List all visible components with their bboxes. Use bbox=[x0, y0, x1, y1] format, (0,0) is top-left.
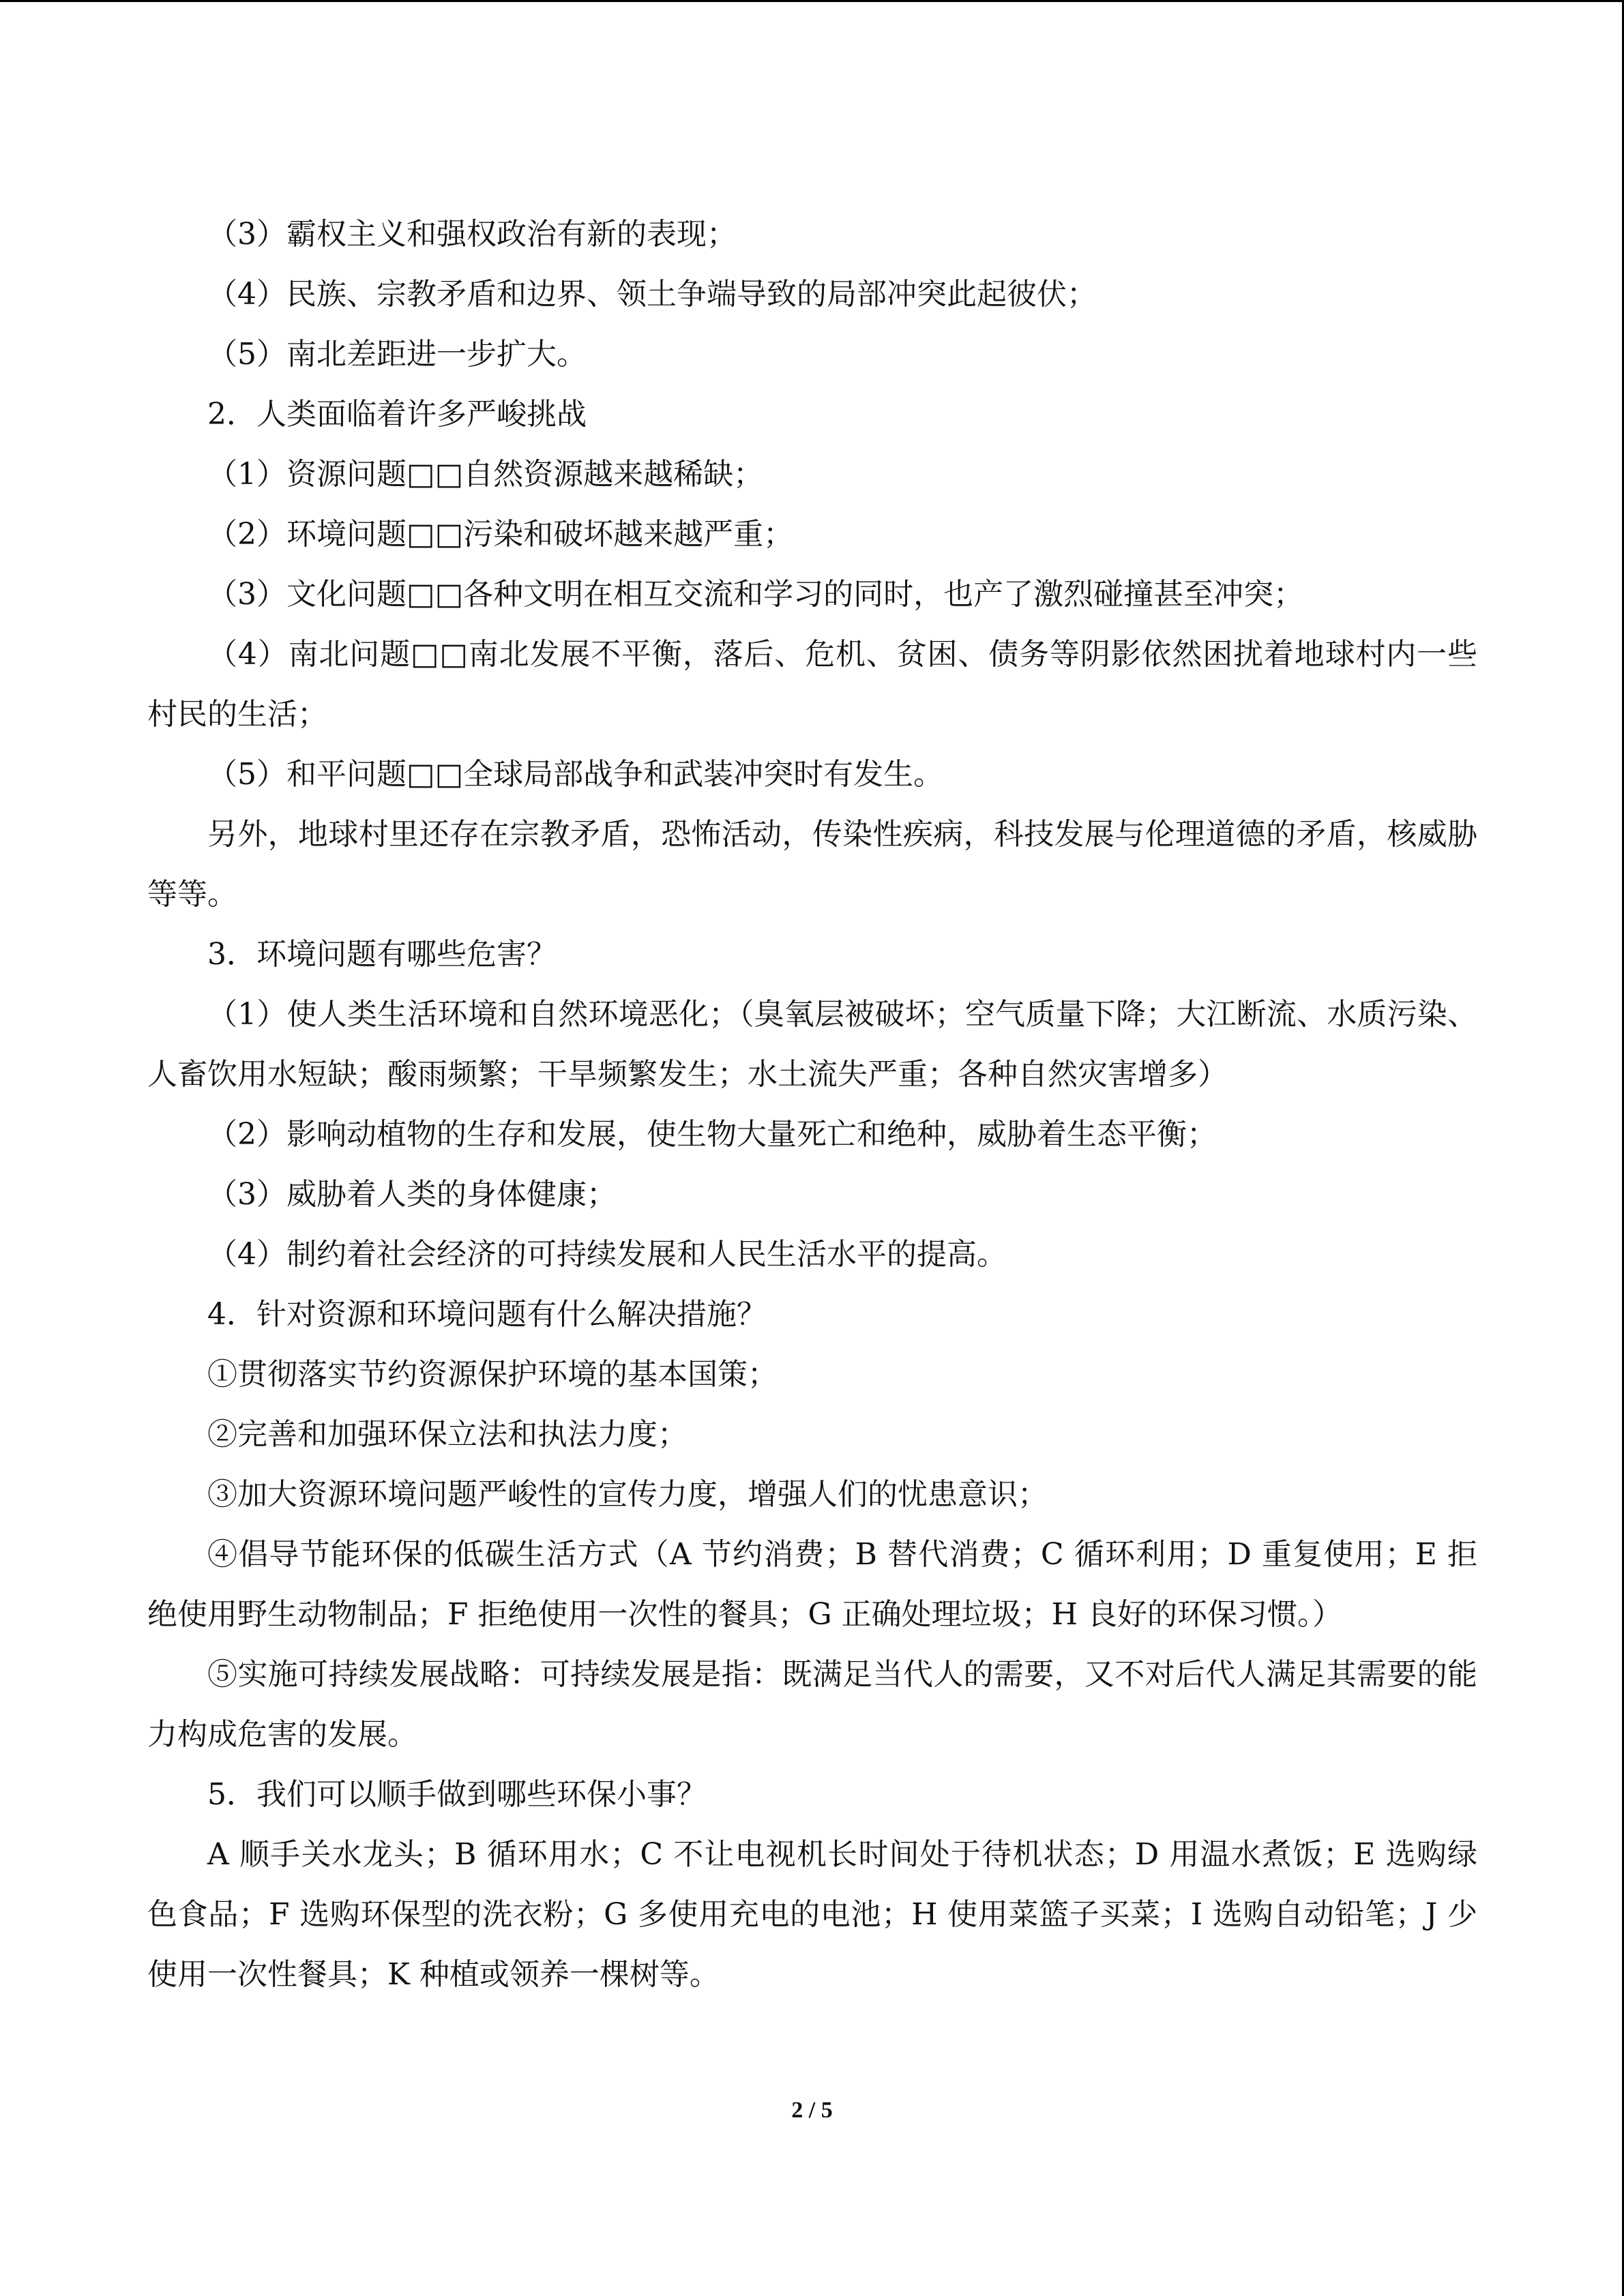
section-heading: 5．我们可以顺手做到哪些环保小事？ bbox=[207, 1777, 707, 1812]
paragraph: （2）环境问题□□污染和破坏越来越严重； bbox=[207, 517, 794, 552]
paragraph: （5）和平问题□□全球局部战争和武装冲突时有发生。 bbox=[207, 757, 944, 792]
section-heading: 4．针对资源和环境问题有什么解决措施？ bbox=[207, 1297, 767, 1332]
paragraph: （1）资源问题□□自然资源越来越稀缺； bbox=[207, 457, 764, 492]
page-number: 2 / 5 bbox=[791, 2098, 833, 2123]
paragraph: （3）威胁着人类的身体健康； bbox=[207, 1177, 617, 1212]
document-body bbox=[147, 205, 1477, 2005]
paragraph: 另外，地球村里还存在宗教矛盾，恐怖活动，传染性疾病，科技发展与伦理道德的矛盾，核威胁等等。 bbox=[147, 817, 1477, 912]
section-heading: 2．人类面临着许多严峻挑战 bbox=[207, 397, 587, 432]
paragraph: （1）使人类生活环境和自然环境恶化；（臭氧层被破坏；空气质量下降；大江断流、水质污染、人畜饮用水短缺；酸雨频繁；干旱频繁发生；水土流失严重；各种自然灾害增多） bbox=[147, 997, 1477, 1092]
paragraph: （4）制约着社会经济的可持续发展和人民生活水平的提高。 bbox=[207, 1237, 1007, 1272]
paragraph: ②完善和加强环保立法和执法力度； bbox=[207, 1417, 688, 1452]
paragraph: （5）南北差距进一步扩大。 bbox=[207, 337, 587, 372]
paragraph: ⑤实施可持续发展战略：可持续发展是指：既满足当代人的需要，又不对后代人满足其需要的能力构成危害的发展。 bbox=[147, 1657, 1477, 1752]
paragraph: ①贯彻落实节约资源保护环境的基本国策； bbox=[207, 1357, 778, 1392]
paragraph: （4）南北问题□□南北发展不平衡，落后、危机、贫困、债务等阴影依然困扰着地球村内一些村民的生活； bbox=[147, 637, 1477, 732]
paragraph: ③加大资源环境问题严峻性的宣传力度，增强人们的忧患意识； bbox=[207, 1477, 1048, 1512]
section-heading: 3．环境问题有哪些危害？ bbox=[207, 937, 557, 972]
paragraph: A 顺手关水龙头；B 循环用水；C 不让电视机长时间处于待机状态；D 用温水煮饭；E 选购绿色食品；F 选购环保型的洗衣粉；G 多使用充电的电池；H 使用菜篮子买菜；I 选购自动铅笔；J 少使用一次性餐具；K 种植或领养一棵树等。 bbox=[147, 1837, 1477, 1992]
paragraph: （3）文化问题□□各种文明在相互交流和学习的同时，也产了激烈碰撞甚至冲突； bbox=[207, 577, 1304, 612]
paragraph: ④倡导节能环保的低碳生活方式（A 节约消费；B 替代消费；C 循环利用；D 重复使用；E 拒绝使用野生动物制品；F 拒绝使用一次性的餐具；G 正确处理垃圾；H 良好的环保习惯。） bbox=[147, 1537, 1477, 1632]
paragraph: （2）影响动植物的生存和发展，使生物大量死亡和绝种，威胁着生态平衡； bbox=[207, 1117, 1217, 1152]
paragraph: （4）民族、宗教矛盾和边界、领土争端导致的局部冲突此起彼伏； bbox=[207, 277, 1097, 312]
paragraph: （3）霸权主义和强权政治有新的表现； bbox=[207, 217, 737, 252]
